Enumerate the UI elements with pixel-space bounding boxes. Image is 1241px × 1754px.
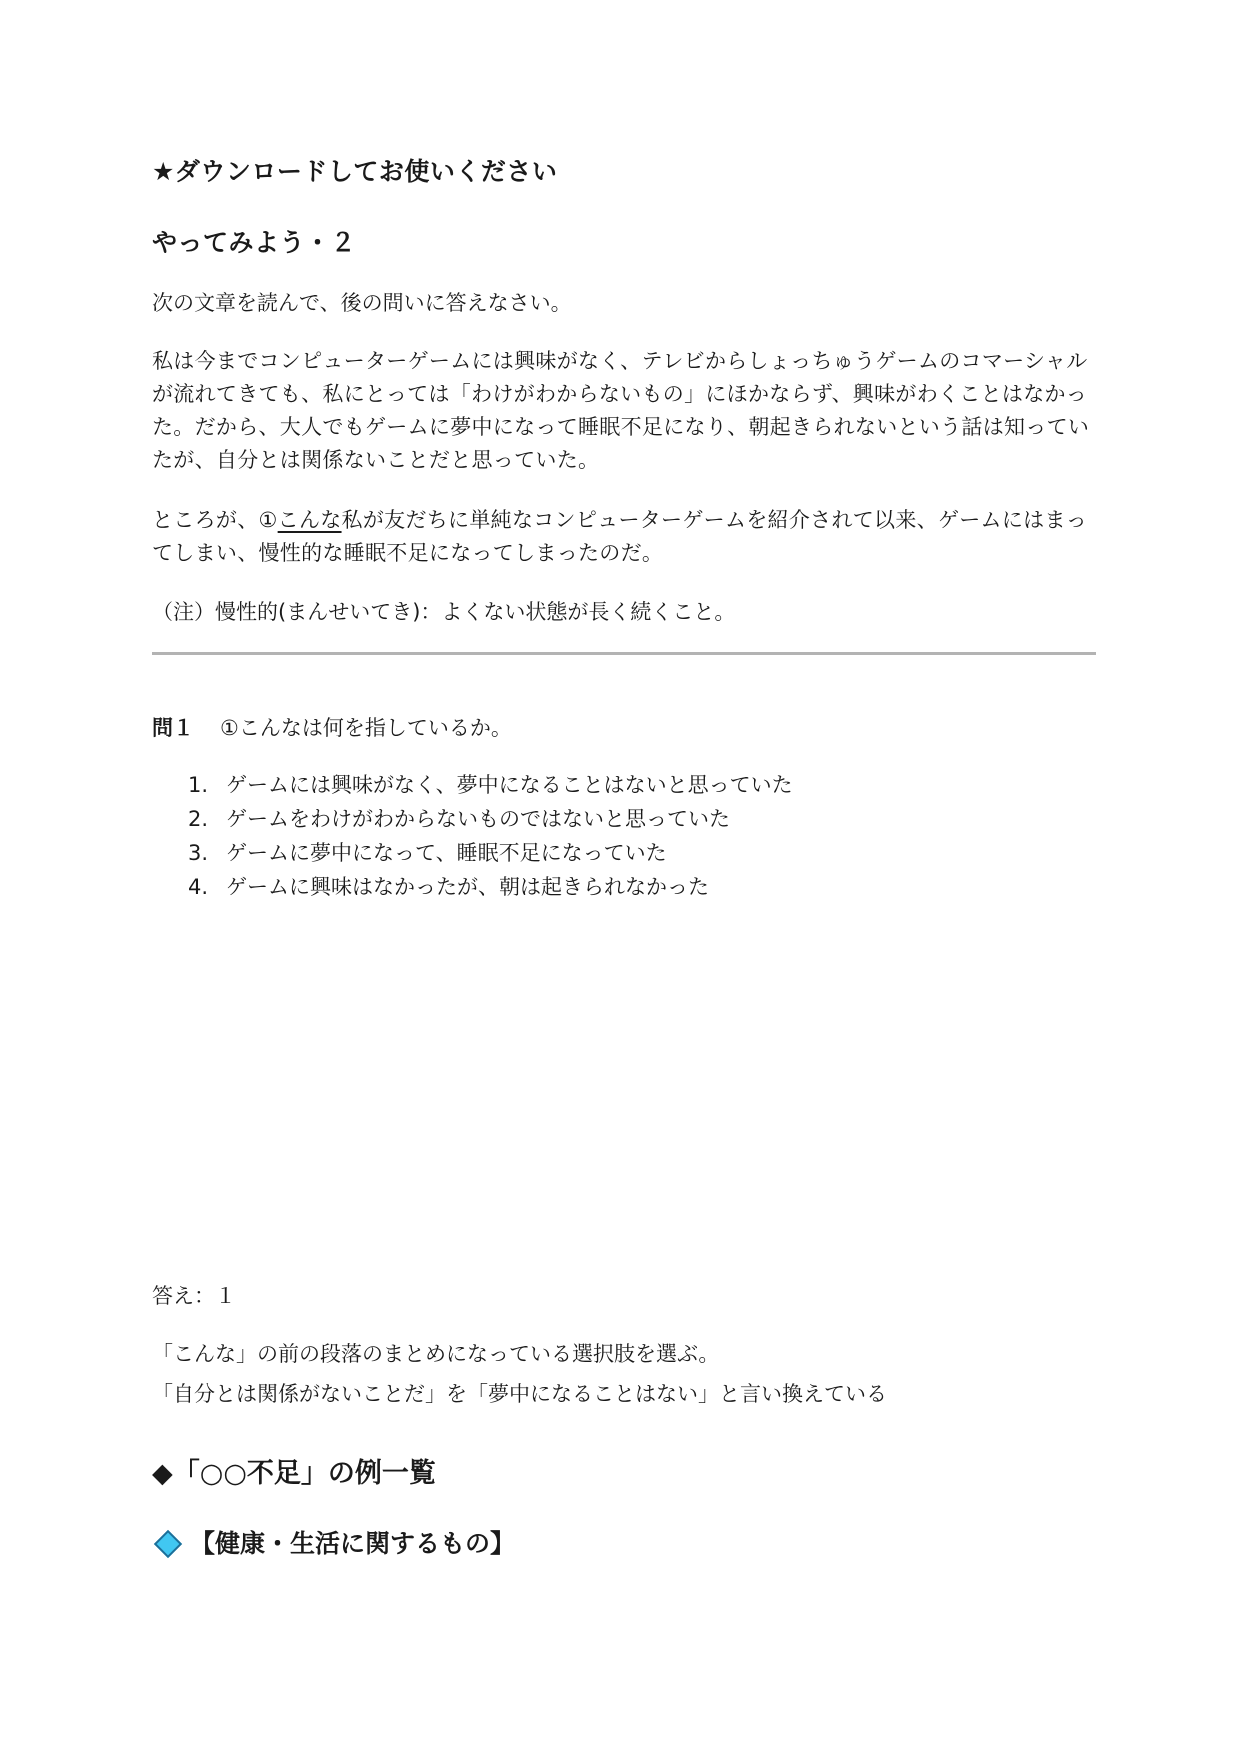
- question-label: 問１: [152, 716, 194, 740]
- shortage-list-heading: ◆「○○不足」の例一覧: [152, 1458, 436, 1489]
- explanation: [152, 1334, 887, 1414]
- choice-item: [188, 802, 793, 836]
- choice-number: 4.: [188, 875, 209, 899]
- choice-number: 2.: [188, 807, 209, 831]
- vocabulary-note: （注）慢性的(まんせいてき)：よくない状態が長く続くこと。: [152, 600, 736, 624]
- choice-text: ゲームに興味はなかったが、朝は起きられなかった: [226, 875, 709, 899]
- section-divider: [152, 652, 1096, 655]
- question-text: ①こんなは何を指しているか。: [220, 716, 512, 740]
- health-life-heading-text: 【健康・生活に関するもの】: [190, 1529, 516, 1558]
- paragraph-2-rest: 私が友だちに単純なコンピューターゲームを紹介されて以来、ゲームにはまってしまい、慢性的な睡眠不足になってしまったのだ。: [152, 508, 1088, 565]
- choice-text: ゲームをわけがわからないものではないと思っていた: [226, 807, 730, 831]
- paragraph-2-lead: ところが、①: [152, 508, 278, 532]
- download-heading: ★ダウンロードしてお使いください: [152, 157, 558, 186]
- health-life-heading: [152, 1524, 515, 1560]
- blue-diamond-icon: [154, 1529, 182, 1557]
- exercise-heading: やってみよう・２: [152, 228, 357, 257]
- choice-number: 1.: [188, 773, 209, 797]
- underlined-konna: こんな: [277, 508, 342, 532]
- instruction-text: 次の文章を読んで、後の問いに答えなさい。: [152, 291, 572, 315]
- choice-text: ゲームには興味がなく、夢中になることはないと思っていた: [226, 773, 793, 797]
- choice-number: 3.: [188, 841, 209, 865]
- question-1: [152, 712, 512, 742]
- choice-list: [188, 768, 793, 904]
- choice-text: ゲームに夢中になって、睡眠不足になっていた: [226, 841, 667, 865]
- passage-paragraph-1: 私は今までコンピューターゲームには興味がなく、テレビからしょっちゅうゲームのコマーシャルが流れてきても、私にとっては「わけがわからないもの」にほかならず、興味がわくことはなかった。だから、大人でもゲームに夢中になって睡眠不足になり、朝起きられないという話は知っていたが、自分とは関係ないことだと思っていた。: [152, 349, 1090, 472]
- explanation-line-2: 「自分とは関係がないことだ」を「夢中になることはない」と言い換えている: [152, 1382, 887, 1406]
- explanation-line-1: 「こんな」の前の段落のまとめになっている選択肢を選ぶ。: [152, 1342, 720, 1366]
- answer-text: 答え：１: [152, 1284, 236, 1308]
- choice-item: [188, 870, 793, 904]
- choice-item: [188, 768, 793, 802]
- passage-paragraph-2: [152, 504, 1096, 570]
- choice-item: [188, 836, 793, 870]
